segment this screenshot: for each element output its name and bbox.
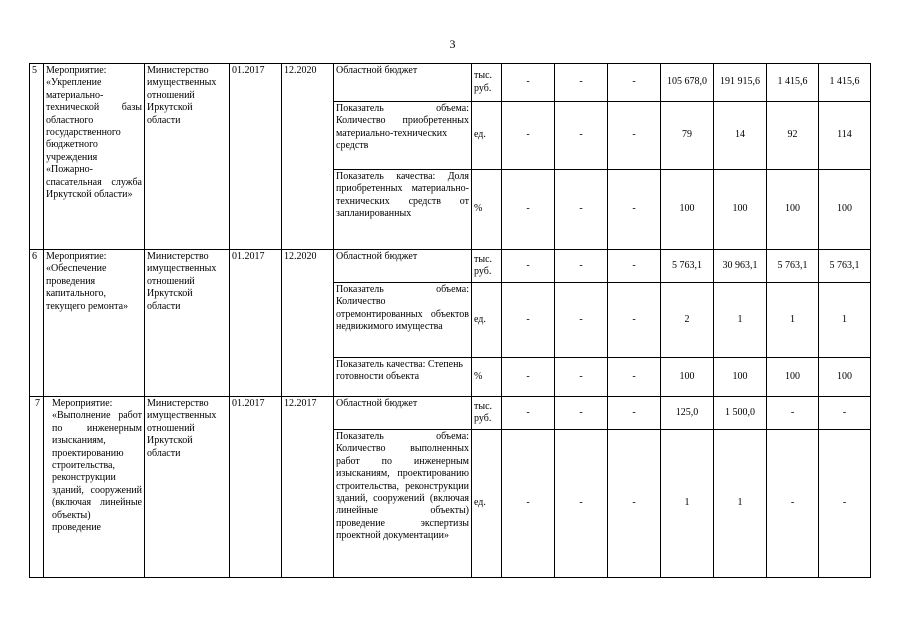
event-name: Мероприятие: «Укрепление материально-технической базы областного государственного бюджетного учреждения «Пожарно-спасательная служба Иркутской области» xyxy=(44,64,145,250)
value-cell: 191 915,6 xyxy=(714,64,767,102)
value-cell: - xyxy=(767,397,819,430)
value-cell: - xyxy=(819,397,871,430)
event-name: Мероприятие: «Выполнение работ по инженерным изысканиям, проектированию строительства, реконструкции зданий, сооружений (включая линейные объекты) проведение xyxy=(44,397,145,578)
unit: ед. xyxy=(472,283,502,358)
value-cell: 100 xyxy=(767,358,819,397)
end-date: 12.2020 xyxy=(282,250,334,397)
value-cell: 100 xyxy=(661,170,714,250)
value-cell: 1 500,0 xyxy=(714,397,767,430)
value-cell: 100 xyxy=(661,358,714,397)
subrow-name: Областной бюджет xyxy=(334,64,472,102)
value-cell: - xyxy=(608,397,661,430)
unit: тыс. руб. xyxy=(472,64,502,102)
subrow-name: Показатель качества: Степень готовности объекта xyxy=(334,358,472,397)
page-number: 3 xyxy=(449,37,456,51)
value-cell: 100 xyxy=(714,358,767,397)
value-cell: - xyxy=(555,283,608,358)
value-cell: 5 763,1 xyxy=(819,250,871,283)
value-cell: - xyxy=(555,250,608,283)
unit: тыс. руб. xyxy=(472,397,502,430)
value-cell: - xyxy=(608,358,661,397)
value-cell: 100 xyxy=(767,170,819,250)
value-cell: - xyxy=(819,430,871,578)
value-cell: - xyxy=(555,430,608,578)
executor: Министерство имущественных отношений Иркутской области xyxy=(145,64,230,250)
value-cell: 1 xyxy=(767,283,819,358)
value-cell: - xyxy=(502,358,555,397)
value-cell: - xyxy=(608,170,661,250)
value-cell: 5 763,1 xyxy=(767,250,819,283)
value-cell: - xyxy=(608,64,661,102)
executor: Министерство имущественных отношений Иркутской области xyxy=(145,250,230,397)
value-cell: 1 xyxy=(819,283,871,358)
subrow-name: Показатель объема: Количество приобретенных материально-технических средств xyxy=(334,102,472,170)
value-cell: - xyxy=(608,430,661,578)
program-events-table xyxy=(29,63,871,578)
value-cell: - xyxy=(767,430,819,578)
value-cell: 1 xyxy=(714,430,767,578)
value-cell: 1 415,6 xyxy=(767,64,819,102)
value-cell: - xyxy=(608,283,661,358)
value-cell: - xyxy=(555,64,608,102)
value-cell: 5 763,1 xyxy=(661,250,714,283)
subrow-name: Показатель объема: Количество отремонтированных объектов недвижимого имущества xyxy=(334,283,472,358)
subrow-name: Областной бюджет xyxy=(334,397,472,430)
value-cell: - xyxy=(502,102,555,170)
event-name: Мероприятие: «Обеспечение проведения капитального, текущего ремонта» xyxy=(44,250,145,397)
value-cell: - xyxy=(555,397,608,430)
value-cell: 100 xyxy=(714,170,767,250)
subrow-name: Показатель качества: Доля приобретенных материально-технических средств от запланированных xyxy=(334,170,472,250)
subrow-name: Областной бюджет xyxy=(334,250,472,283)
row-number: 7 xyxy=(30,397,44,578)
unit: ед. xyxy=(472,430,502,578)
table-row xyxy=(30,64,871,102)
value-cell: 125,0 xyxy=(661,397,714,430)
end-date: 12.2020 xyxy=(282,64,334,250)
value-cell: 30 963,1 xyxy=(714,250,767,283)
value-cell: - xyxy=(502,170,555,250)
value-cell: 114 xyxy=(819,102,871,170)
table-row xyxy=(30,397,871,430)
value-cell: - xyxy=(555,358,608,397)
value-cell: 14 xyxy=(714,102,767,170)
value-cell: 105 678,0 xyxy=(661,64,714,102)
value-cell: 92 xyxy=(767,102,819,170)
subrow-name: Показатель объема: Количество выполненных работ по инженерным изысканиям, проектированию строительства, реконструкции зданий, сооружений (включая линейные объекты) проведение экспертизы проектной документации» xyxy=(334,430,472,578)
value-cell: - xyxy=(502,64,555,102)
value-cell: - xyxy=(502,430,555,578)
value-cell: 1 xyxy=(714,283,767,358)
unit: % xyxy=(472,358,502,397)
value-cell: 100 xyxy=(819,358,871,397)
start-date: 01.2017 xyxy=(230,397,282,578)
value-cell: 100 xyxy=(819,170,871,250)
unit: тыс. руб. xyxy=(472,250,502,283)
value-cell: 1 xyxy=(661,430,714,578)
table-row xyxy=(30,250,871,283)
row-number: 5 xyxy=(30,64,44,250)
executor: Министерство имущественных отношений Иркутской области xyxy=(145,397,230,578)
row-number: 6 xyxy=(30,250,44,397)
start-date: 01.2017 xyxy=(230,64,282,250)
value-cell: 2 xyxy=(661,283,714,358)
start-date: 01.2017 xyxy=(230,250,282,397)
value-cell: - xyxy=(502,397,555,430)
value-cell: 79 xyxy=(661,102,714,170)
unit: % xyxy=(472,170,502,250)
value-cell: - xyxy=(608,102,661,170)
value-cell: - xyxy=(555,102,608,170)
value-cell: - xyxy=(502,283,555,358)
value-cell: - xyxy=(555,170,608,250)
end-date: 12.2017 xyxy=(282,397,334,578)
unit: ед. xyxy=(472,102,502,170)
value-cell: - xyxy=(608,250,661,283)
value-cell: - xyxy=(502,250,555,283)
value-cell: 1 415,6 xyxy=(819,64,871,102)
